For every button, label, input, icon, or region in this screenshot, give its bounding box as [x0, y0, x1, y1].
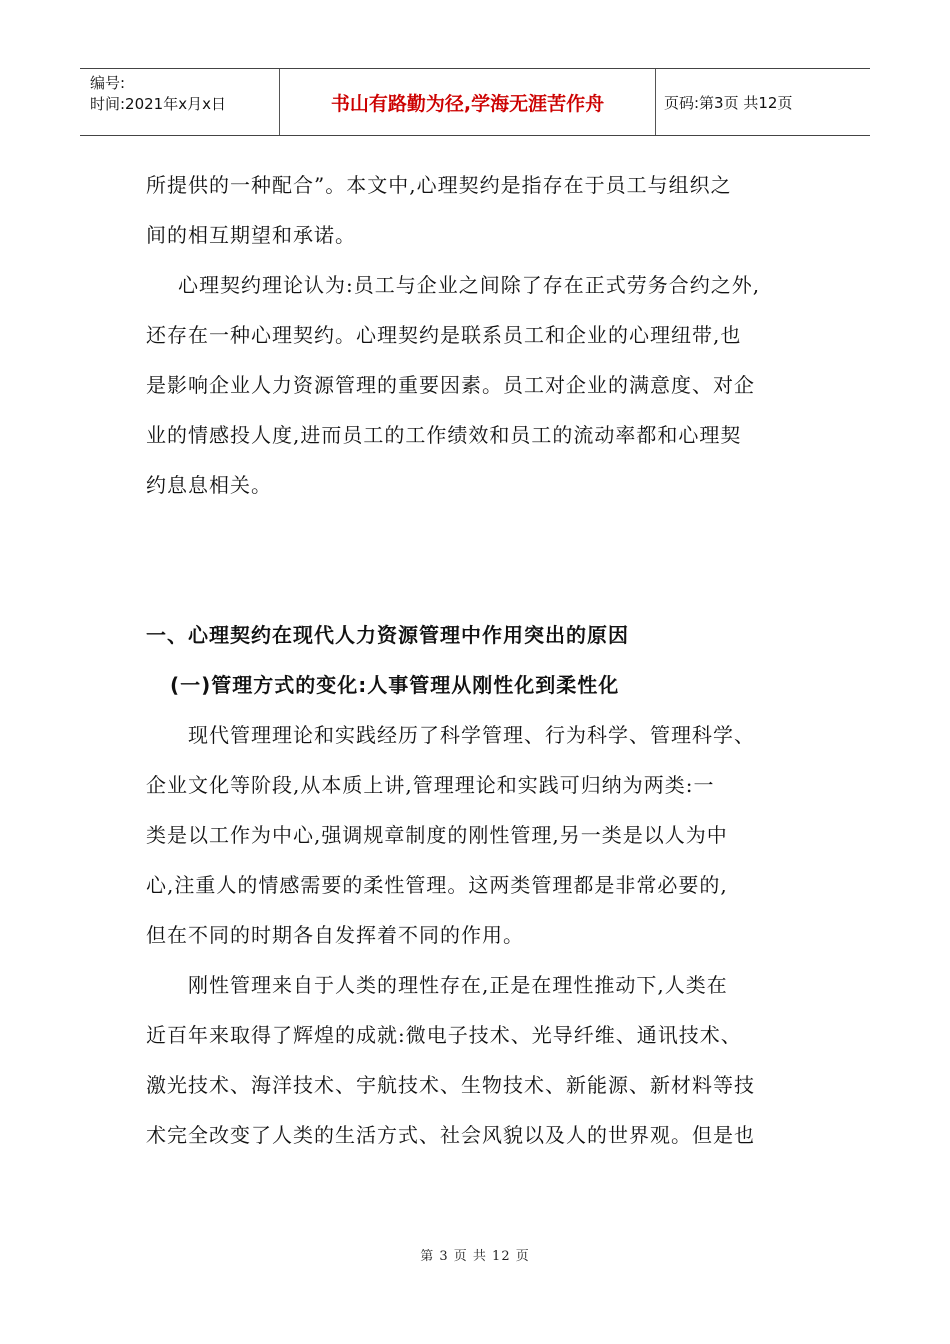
paragraph-4	[146, 960, 806, 1160]
header-motto: 书山有路勤为径,学海无涯苦作舟	[280, 69, 656, 135]
text-line: 心,注重人的情感需要的柔性管理。这两类管理都是非常必要的,	[146, 873, 728, 897]
document-body	[146, 160, 806, 1160]
text-line: 是影响企业人力资源管理的重要因素。员工对企业的满意度、对企	[146, 373, 755, 397]
text-line: 业的情感投人度,进而员工的工作绩效和员工的流动率都和心理契	[146, 423, 742, 447]
paragraph-1	[146, 160, 806, 260]
section-heading: 一、心理契约在现代人力资源管理中作用突出的原因	[146, 623, 629, 647]
text-line: 所提供的一种配合”。本文中,心理契约是指存在于员工与组织之	[146, 173, 732, 197]
text-line: 近百年来取得了辉煌的成就:微电子技术、光导纤维、通讯技术、	[146, 1023, 742, 1047]
subsection-heading: (一)管理方式的变化:人事管理从刚性化到柔性化	[170, 673, 620, 697]
text-line: 间的相互期望和承诺。	[146, 223, 356, 247]
header-page-info: 页码:第3页 共12页	[664, 93, 793, 112]
text-line: 术完全改变了人类的生活方式、社会风貌以及人的世界观。但是也	[146, 1123, 755, 1147]
text-line: 还存在一种心理契约。心理契约是联系员工和企业的心理纽带,也	[146, 323, 742, 347]
page-header	[80, 68, 870, 136]
text-line: 类是以工作为中心,强调规章制度的刚性管理,另一类是以人为中	[146, 823, 728, 847]
paragraph-2	[146, 260, 806, 510]
text-line: 心理契约理论认为:员工与企业之间除了存在正式劳务合约之外,	[178, 273, 761, 297]
header-meta	[80, 69, 280, 135]
page-footer: 第 3 页 共 12 页	[420, 1249, 530, 1264]
text-line: 企业文化等阶段,从本质上讲,管理理论和实践可归纳为两类:一	[146, 773, 715, 797]
document-time-label: 时间:2021年x月x日	[90, 95, 226, 113]
text-line: 激光技术、海洋技术、宇航技术、生物技术、新能源、新材料等技	[146, 1073, 755, 1097]
text-line: 但在不同的时期各自发挥着不同的作用。	[146, 923, 524, 947]
text-line: 现代管理理论和实践经历了科学管理、行为科学、管理科学、	[188, 723, 755, 747]
document-number-label: 编号:	[90, 74, 126, 92]
section-spacer	[146, 510, 806, 610]
paragraph-3	[146, 710, 806, 960]
text-line: 刚性管理来自于人类的理性存在,正是在理性推动下,人类在	[188, 973, 728, 997]
text-line: 约息息相关。	[146, 473, 272, 497]
